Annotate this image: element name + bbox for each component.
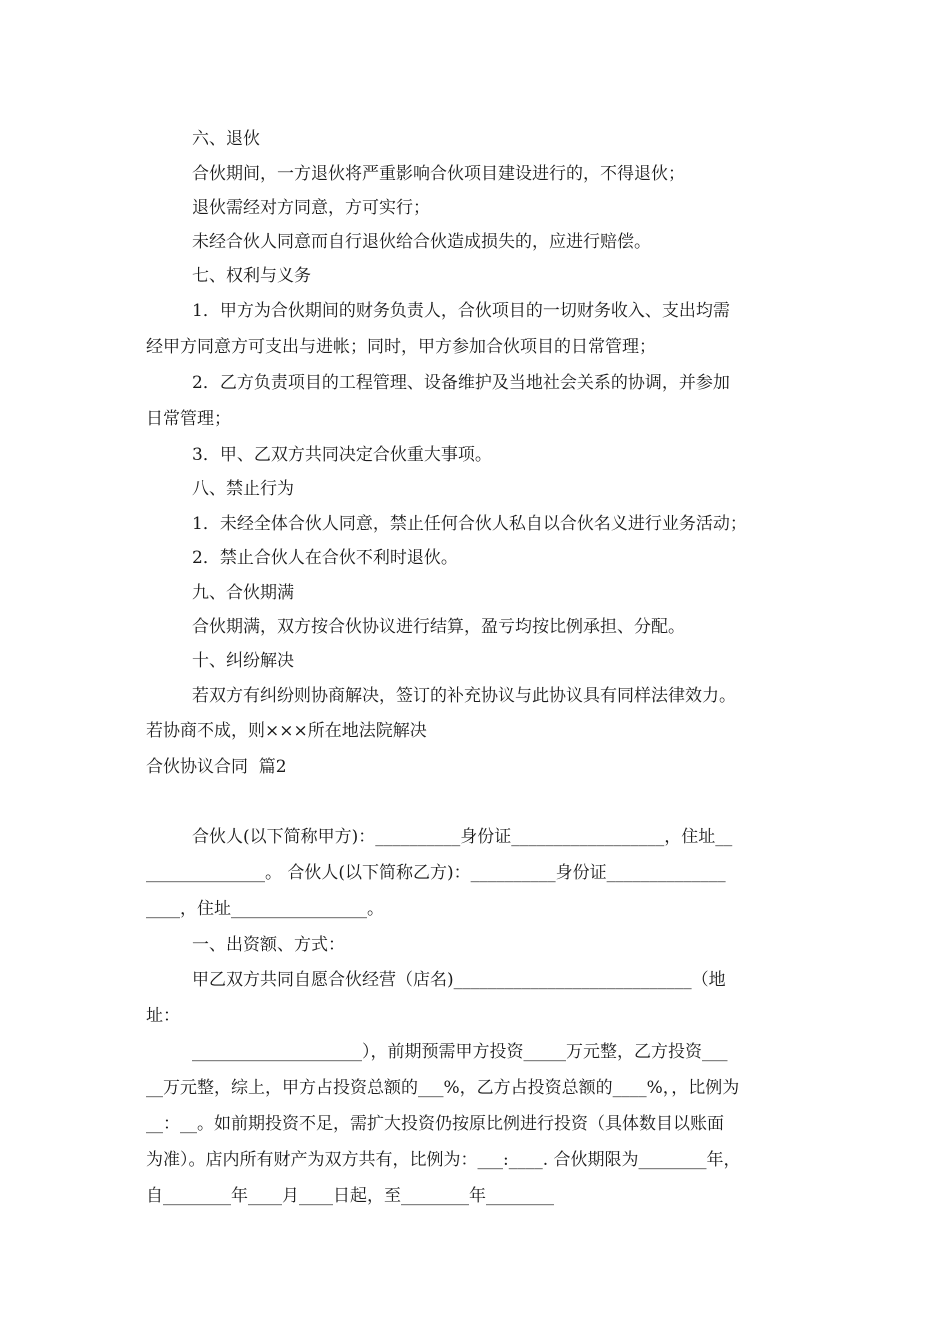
form-line: 址： (146, 1006, 180, 1026)
form-line: ______________。 合伙人(以下简称乙方)：__________身份证______________ (146, 863, 726, 883)
heading-withdrawal: 六、退伙 (192, 129, 260, 149)
form-line: __万元整，综上，甲方占投资总额的___%，乙方占投资总额的____%，，比例为 (146, 1078, 740, 1098)
paragraph-line: 1．甲方为合伙期间的财务负责人，合伙项目的一切财务收入、支出均需 (192, 301, 730, 321)
paragraph-line: 2．乙方负责项目的工程管理、设备维护及当地社会关系的协调，并参加 (192, 373, 730, 393)
paragraph-line: 未经合伙人同意而自行退伙给合伙造成损失的，应进行赔偿。 (192, 232, 651, 252)
paragraph-line: 合伙期间，一方退伙将严重影响合伙项目建设进行的，不得退伙； (192, 164, 685, 184)
form-line: __：__。如前期投资不足，需扩大投资仍按原比例进行投资（具体数目以账面 (146, 1114, 724, 1134)
paragraph-line: 经甲方同意方可支出与进帐；同时，甲方参加合伙项目的日常管理； (146, 337, 656, 357)
form-line: ____，住址________________。 (146, 899, 384, 919)
heading-dispute-resolution: 十、纠纷解决 (192, 651, 294, 671)
form-line: 合伙人(以下简称甲方)：__________身份证__________________，住址__ (192, 827, 733, 847)
section-title: 合伙协议合同 篇2 (146, 757, 287, 777)
paragraph-line: 若协商不成，则×××所在地法院解决 (146, 721, 427, 741)
paragraph-line: 日常管理； (146, 409, 231, 429)
paragraph-line: 1．未经全体合伙人同意，禁止任何合伙人私自以合伙名义进行业务活动； (192, 514, 747, 534)
paragraph-line: 2．禁止合伙人在合伙不利时退伙。 (192, 548, 458, 568)
heading-rights-obligations: 七、权利与义务 (192, 266, 311, 286)
paragraph-line: 退伙需经对方同意，方可实行； (192, 198, 430, 218)
form-line: ____________________），前期预需甲方投资_____万元整，乙方投资___ (192, 1042, 728, 1062)
heading-prohibited-acts: 八、禁止行为 (192, 479, 294, 499)
form-line: 自________年____月____日起，至________年________ (146, 1186, 554, 1206)
form-line: 甲乙双方共同自愿合伙经营（店名)____________________________（地 (192, 970, 726, 990)
paragraph-line: 若双方有纠纷则协商解决，签订的补充协议与此协议具有同样法律效力。 (192, 686, 736, 706)
form-line: 为准）。店内所有财产为双方共有，比例为：___:____. 合伙期限为________年， (146, 1150, 741, 1170)
paragraph-line: 3．甲、乙双方共同决定合伙重大事项。 (192, 445, 492, 465)
heading-term-expiry: 九、合伙期满 (192, 583, 294, 603)
heading-capital-contribution: 一、出资额、方式： (192, 935, 345, 955)
paragraph-line: 合伙期满，双方按合伙协议进行结算，盈亏均按比例承担、分配。 (192, 617, 685, 637)
